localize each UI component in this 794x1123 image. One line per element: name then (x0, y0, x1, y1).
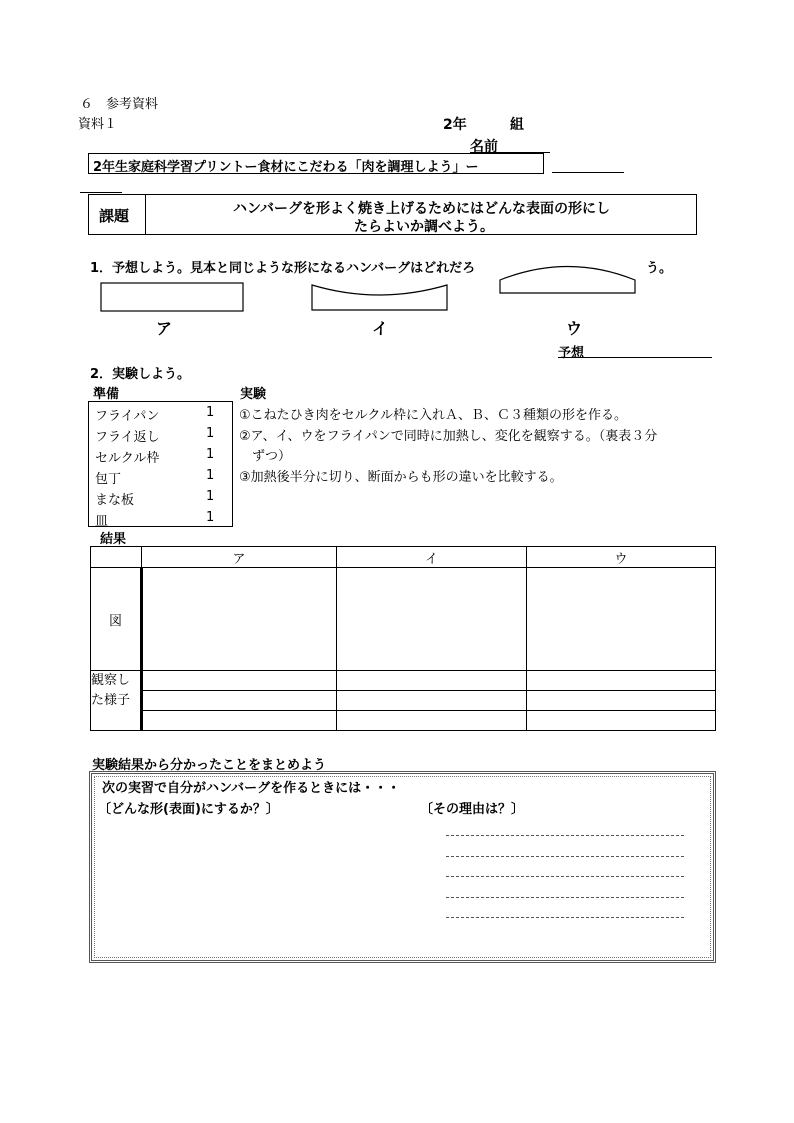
prep-list-box (88, 401, 233, 527)
reason-line[interactable] (446, 835, 684, 836)
task-line-1: ハンバーグを形よく焼き上げるためにはどんな表面の形にし (233, 201, 611, 217)
prep-label: 準備 (93, 387, 120, 402)
shape-a-flat (101, 283, 243, 311)
prep-item-name: 皿 (95, 514, 109, 529)
observation-row (91, 671, 716, 691)
observation-cell[interactable] (337, 691, 527, 711)
prediction-field[interactable] (558, 357, 712, 358)
shape-illustrations (95, 255, 655, 325)
table-corner-cell (91, 547, 142, 568)
task-box (88, 194, 697, 235)
observation-row (91, 691, 716, 711)
experiment-step: ずつ） (239, 449, 292, 464)
shape-label-u: ウ (566, 319, 583, 338)
column-header: イ (337, 547, 527, 568)
observation-row-label (91, 671, 142, 731)
observation-cell[interactable] (142, 691, 337, 711)
shape-label-i: イ (372, 319, 389, 338)
material-label: 資料１ (78, 117, 118, 132)
observation-label-line-1: 観察し (91, 673, 131, 688)
column-header: ア (142, 547, 337, 568)
prediction-label: 予想 (558, 346, 585, 361)
observation-cell[interactable] (142, 711, 337, 731)
q1-text-tail: う。 (646, 261, 673, 276)
summary-heading: 実験結果から分かったことをまとめよう (92, 758, 327, 773)
reason-line[interactable] (446, 897, 684, 898)
figure-cell[interactable] (142, 568, 337, 671)
task-line-2: たらよいか調べよう。 (354, 219, 494, 235)
observation-row (91, 711, 716, 731)
grade-label: 2年 (443, 117, 467, 133)
observation-cell[interactable] (337, 671, 527, 691)
title-box (88, 153, 544, 174)
prep-item-name: フライ返し (95, 430, 160, 445)
class-label: 組 (510, 117, 524, 133)
task-divider (145, 195, 146, 234)
figure-cell[interactable] (527, 568, 716, 671)
shape-i-concave (312, 285, 447, 310)
observation-label-line-2: た様子 (91, 693, 131, 708)
name-label: 名前 (470, 139, 498, 155)
prep-item-qty: 1 (206, 489, 215, 504)
reason-line[interactable] (446, 876, 684, 877)
reason-question: 〔その理由は？〕 (420, 802, 525, 817)
results-table (90, 546, 716, 731)
observation-cell[interactable] (527, 711, 716, 731)
prep-item-qty: 1 (206, 405, 215, 420)
prep-item-name: フライパン (95, 409, 160, 424)
experiment-step: ①こねたひき肉をセルクル枠に入れＡ、Ｂ、Ｃ３種類の形を作る。 (239, 408, 628, 423)
experiment-step: ③加熱後半分に切り、断面からも形の違いを比較する。 (239, 470, 563, 485)
results-label: 結果 (100, 532, 127, 547)
name-field-underline[interactable] (552, 172, 624, 173)
observation-cell[interactable] (527, 691, 716, 711)
shape-question: 〔どんな形(表面)にするか？〕 (98, 802, 279, 817)
figure-row-label: 図 (91, 568, 142, 671)
experiment-label: 実験 (240, 387, 267, 402)
reason-line[interactable] (446, 917, 684, 918)
short-underline (80, 192, 122, 193)
prep-item-name: セルクル枠 (95, 451, 160, 466)
observation-cell[interactable] (337, 711, 527, 731)
q1-text: 1．予想しよう。見本と同じような形になるハンバーグはどれだろ (90, 261, 476, 276)
column-header: ウ (527, 547, 716, 568)
shape-label-a: ア (156, 319, 173, 338)
experiment-step: ②ア、イ、ウをフライパンで同時に加熱し、変化を観察する。（裏表３分 (239, 429, 658, 444)
figure-row (91, 568, 716, 671)
prep-item-name: まな板 (95, 493, 135, 508)
q2-heading: 2．実験しよう。 (90, 367, 191, 382)
reason-line[interactable] (446, 856, 684, 857)
prep-item-name: 包丁 (95, 472, 122, 487)
section-number: ６ 参考資料 (80, 97, 159, 112)
prep-item-qty: 1 (206, 468, 215, 483)
task-label: 課題 (99, 207, 130, 225)
shape-u-convex (500, 267, 635, 294)
page-title: 2年生家庭科学習プリントー食材にこだわる「肉を調理しよう」ー (93, 160, 479, 175)
prep-item-qty: 1 (206, 426, 215, 441)
prep-item-qty: 1 (206, 447, 215, 462)
summary-intro: 次の実習で自分がハンバーグを作るときには・・・ (102, 781, 401, 796)
observation-cell[interactable] (142, 671, 337, 691)
observation-cell[interactable] (527, 671, 716, 691)
figure-cell[interactable] (337, 568, 527, 671)
table-header-row (91, 547, 716, 568)
prep-item-qty: 1 (206, 510, 215, 525)
